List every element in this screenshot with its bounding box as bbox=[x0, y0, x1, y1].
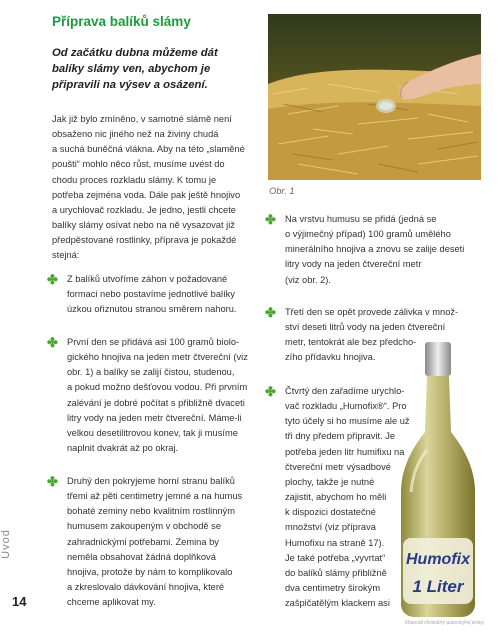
chapter-label-text: Úvod bbox=[0, 529, 12, 559]
text-line: o výjimečný případ) 100 gramů umělého bbox=[285, 229, 451, 240]
straw-bale-photo bbox=[268, 14, 481, 180]
text-line: Humofixu na straně 17). bbox=[285, 537, 385, 548]
text-line: Druhý den pokryjeme horní stranu balíků bbox=[67, 476, 235, 486]
text-line: chceme aplikovat my. bbox=[67, 597, 156, 608]
text-line: bohaté zeminy nebo kvalitním rostlinným bbox=[67, 506, 235, 517]
text-line: stejná: bbox=[52, 250, 80, 261]
text-line: obsaženo nic jiného než na živiny chudá bbox=[52, 129, 219, 140]
text-line: litry vody na jeden metr čtvereční. Máme-li bbox=[67, 412, 242, 423]
clover-bullet-icon: ✤ bbox=[47, 272, 58, 287]
clover-bullet-icon: ✤ bbox=[265, 384, 276, 399]
body-paragraph bbox=[52, 112, 267, 264]
text-line: tři dny předem připravit. Je bbox=[285, 431, 396, 442]
intro-line: balíky slámy ven, abychom je bbox=[52, 63, 211, 76]
bottle-illustration bbox=[397, 342, 479, 618]
text-line: formaci nebo postavíme jednotlivé balíky bbox=[67, 289, 235, 300]
text-line: velkou desetilitrovou konev, tak ji musíme bbox=[67, 427, 238, 438]
text-line: vač rozkladu „Humofix®“. Pro bbox=[285, 401, 407, 412]
chapter-label bbox=[0, 520, 31, 580]
text-line: Třetí den se opět provede zálivka v množ- bbox=[285, 307, 459, 317]
text-line: litry vody na jeden čtvereční metr bbox=[285, 259, 422, 270]
text-line: (viz obr. 2). bbox=[285, 274, 331, 285]
text-line: Na vrstvu humusu se přidá (jedná se bbox=[285, 214, 437, 224]
text-line: naplnit dvakrát až po okraj. bbox=[67, 443, 179, 454]
text-line: čtvereční metr výsadbové bbox=[285, 461, 391, 472]
text-line: obr. 1) a balíky se zalijí čistou, studenou, bbox=[67, 367, 235, 378]
bullet-item bbox=[47, 272, 267, 317]
text-line: zího přídavku hnojiva. bbox=[285, 352, 376, 363]
text-line: humusem zakoupeným v obchodě se bbox=[67, 521, 222, 532]
text-line: metr, tentokrát ale bez předcho- bbox=[285, 337, 417, 348]
text-line: množství (viz příprava bbox=[285, 522, 376, 533]
text-line: minerálního hnojiva a znovu se zalije deseti bbox=[285, 244, 465, 255]
text-line: Čtvrtý den zařadíme urychlo- bbox=[285, 386, 405, 396]
text-line: třemi až pěti centimetry jemné a na humus bbox=[67, 491, 243, 502]
bullet-item bbox=[47, 474, 267, 610]
text-line: hnojiva, protože by nám to komplikovalo bbox=[67, 566, 233, 577]
text-line: poušti“ mohlo něco růst, musíme uvést do bbox=[52, 159, 225, 170]
text-line: a pokud možno dešťovou vodou. Při prvním bbox=[67, 382, 248, 393]
text-line: do balíků slámy přibližně bbox=[285, 567, 387, 578]
text-line: předpěstované rostlinky, příprava je pokaždé bbox=[52, 235, 237, 246]
copyright-notice: Materiál chráněný autorskými právy bbox=[405, 620, 484, 626]
text-line: a urychlovač rozkladu. Je jedno, jestli chcete bbox=[52, 204, 236, 215]
bullet-item bbox=[47, 335, 272, 456]
clover-bullet-icon: ✤ bbox=[265, 305, 276, 320]
section-heading: Příprava balíků slámy bbox=[52, 14, 191, 29]
text-line: a suchá buněčná vlákna. Aby na této „slaměné bbox=[52, 144, 245, 155]
text-line: Je také potřeba „vyvrtat“ bbox=[285, 552, 386, 563]
text-line: potřeba zejména voda. Dále pak ještě hnojivo bbox=[52, 189, 241, 200]
intro-line: Od začátku dubna můžeme dát bbox=[52, 47, 218, 59]
straw-bale-illustration bbox=[268, 14, 481, 180]
text-line: potřeba jeden litr humifixu na bbox=[285, 446, 405, 457]
text-line: k dispozici dostatečné bbox=[285, 507, 376, 518]
text-line: dva centimetry širokým bbox=[285, 583, 381, 594]
text-line: tyto účely si ho musíme ale už bbox=[285, 416, 410, 427]
text-line: zalévání je dobré počítat s přibližně dvaceti bbox=[67, 397, 245, 408]
bottle-label-line1: Humofix bbox=[406, 551, 470, 568]
bullet-item bbox=[265, 212, 485, 288]
text-line: První den se přidává asi 100 gramů biolo- bbox=[67, 337, 240, 347]
text-line: chodu proces rozkladu slámy. K tomu je bbox=[52, 174, 217, 185]
text-line: plochy, takže je nutné bbox=[285, 476, 375, 487]
text-line: gického hnojiva na jeden metr čtvereční (viz bbox=[67, 352, 248, 363]
intro-line: připravili na výsev a osázení. bbox=[52, 79, 208, 92]
clover-bullet-icon: ✤ bbox=[47, 335, 58, 350]
text-line: úzkou ořiznutou stranou směrem nahoru. bbox=[67, 304, 237, 315]
intro-text bbox=[52, 45, 252, 94]
text-line: zašpičatělým klackem asi bbox=[285, 598, 390, 609]
text-line: balíky slámy osívat nebo na ně vysazovat již bbox=[52, 220, 235, 231]
clover-bullet-icon: ✤ bbox=[265, 212, 276, 227]
figure-caption: Obr. 1 bbox=[269, 186, 295, 196]
text-line: zajistit, abychom ho měli bbox=[285, 492, 387, 503]
text-line: neměla obsahovat žádná doplňková bbox=[67, 551, 216, 562]
text-line: zahradnickými potřebami. Zemina by bbox=[67, 536, 219, 547]
clover-bullet-icon: ✤ bbox=[47, 474, 58, 489]
text-line: Jak již bylo zmíněno, v samotné slámě není bbox=[52, 114, 232, 124]
text-line: ství deseti litrů vody na jeden čtvereční bbox=[285, 322, 446, 333]
page-number: 14 bbox=[12, 594, 27, 609]
text-line: a zkreslovalo dávkování hnojiva, které bbox=[67, 582, 225, 593]
text-line: Z balíků utvoříme záhon v požadované bbox=[67, 274, 228, 284]
bottle-label-line2: 1 Liter bbox=[412, 577, 464, 596]
humofix-bottle-photo bbox=[397, 342, 479, 618]
